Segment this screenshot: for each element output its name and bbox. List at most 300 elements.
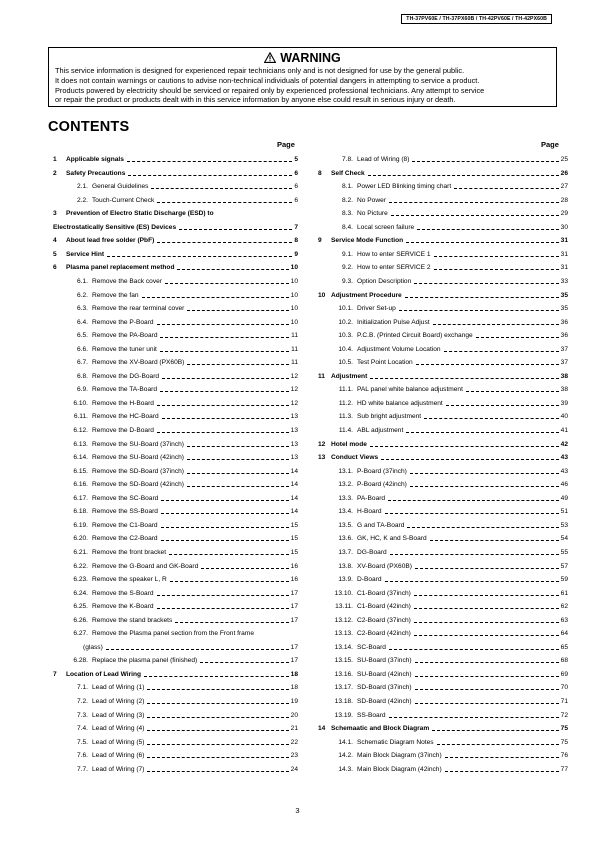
toc-entry-number: 8.2. <box>342 196 353 204</box>
toc-entry-title: Replace the plasma panel (finished) <box>92 657 198 665</box>
toc-entry-number: 14.3. <box>338 765 353 773</box>
toc-entry-number: 3 <box>53 210 57 218</box>
toc-entry-title: SD-Board (37inch) <box>357 684 412 692</box>
toc-leader-dots <box>147 771 288 772</box>
toc-entry-number: 4 <box>53 237 57 245</box>
toc-entry[interactable] <box>331 684 568 692</box>
warning-line: It does not contain warnings or cautions to advise non-technical individuals of potential dangers in attempting to service a product. <box>55 75 480 85</box>
toc-entry-page: 26 <box>560 169 568 177</box>
toc-entry[interactable] <box>66 373 298 381</box>
toc-leader-dots <box>160 351 289 352</box>
toc-entry-number: 6.21. <box>73 548 88 556</box>
toc-entry[interactable] <box>66 441 298 449</box>
toc-entry[interactable] <box>331 657 568 665</box>
toc-entry-page: 11 <box>291 345 298 353</box>
toc-entry-page: 61 <box>560 589 568 597</box>
toc-entry[interactable] <box>66 400 298 408</box>
toc-entry[interactable] <box>66 725 298 733</box>
toc-leader-dots <box>414 622 559 623</box>
toc-leader-dots <box>106 649 289 650</box>
toc-entry-page: 17 <box>290 657 298 665</box>
toc-leader-dots <box>157 324 289 325</box>
toc-entry-number: 13.13. <box>334 630 353 638</box>
toc-entry-number: 6.6. <box>77 345 88 353</box>
toc-leader-dots <box>432 730 558 731</box>
toc-leader-dots <box>385 513 559 514</box>
toc-entry-number: 13.18. <box>334 698 353 705</box>
toc-entry[interactable] <box>331 630 568 638</box>
toc-entry-number: 6.13. <box>73 440 88 448</box>
toc-entry[interactable] <box>318 170 568 178</box>
toc-entry-number: 6.16. <box>73 481 88 489</box>
toc-entry-title: Remove the fan <box>92 291 139 299</box>
toc-entry-number: 2.2. <box>77 196 88 204</box>
toc-entry-page: 31 <box>560 250 568 258</box>
warning-line: or repair the product or products dealt with in this service information by anyone else could result in serious injury or death. <box>55 95 456 105</box>
toc-entry[interactable] <box>331 698 568 706</box>
toc-entry[interactable] <box>331 278 568 286</box>
toc-leader-dots <box>161 540 289 541</box>
toc-entry-title: GK, HC, K and S-Board <box>357 535 427 543</box>
toc-leader-dots <box>368 175 559 176</box>
toc-entry-number: 8 <box>318 169 322 177</box>
toc-entry[interactable] <box>331 603 568 611</box>
toc-entry-number: 6.5. <box>77 332 88 340</box>
toc-entry-page: 36 <box>560 332 568 340</box>
toc-entry-title: Remove the D-Board <box>92 427 154 434</box>
toc-entry-page: 14 <box>290 494 298 502</box>
toc-entry-page: 11 <box>291 332 298 340</box>
toc-entry[interactable] <box>331 617 568 625</box>
toc-entry-title: P-Board (37inch) <box>357 467 407 475</box>
toc-entry[interactable] <box>331 549 568 557</box>
toc-entry[interactable] <box>331 346 568 354</box>
toc-entry-number: 10.1. <box>338 305 353 313</box>
toc-entry-number: 7.8. <box>342 156 353 163</box>
warning-line: Products powered by electricity should be serviced or repaired only by experienced professional technicians. Any attempt to service <box>55 85 485 95</box>
toc-entry-page: 29 <box>560 210 568 218</box>
toc-entry[interactable] <box>331 332 568 340</box>
toc-leader-dots <box>406 242 558 243</box>
toc-entry-page: 31 <box>560 237 568 245</box>
toc-entry-page: 18 <box>290 670 298 678</box>
toc-entry[interactable] <box>331 739 568 747</box>
toc-entry-page: 62 <box>560 603 568 611</box>
toc-entry-number: 6.20. <box>73 535 88 543</box>
toc-entry-number: 7.1. <box>77 684 88 692</box>
toc-entry[interactable] <box>66 359 298 367</box>
toc-entry-number: 12 <box>318 440 326 448</box>
toc-leader-dots <box>389 202 559 203</box>
toc-entry-title: Main Block Diagram (37inch) <box>357 752 442 760</box>
toc-entry-number: 11 <box>318 372 325 380</box>
toc-entry-page: 23 <box>290 752 298 760</box>
toc-leader-dots <box>107 256 292 257</box>
toc-leader-dots <box>169 554 289 555</box>
toc-entry-title: Electrostatically Sensitive (ES) Devices <box>53 223 177 231</box>
toc-entry-number: 6.2. <box>77 291 88 299</box>
page-number: 3 <box>295 806 300 815</box>
toc-leader-dots <box>389 649 559 650</box>
toc-entry-number: 13.19. <box>334 711 353 719</box>
toc-leader-dots <box>370 378 558 379</box>
toc-entry-page: 24 <box>290 765 298 773</box>
toc-entry-page: 39 <box>560 399 568 407</box>
toc-leader-dots <box>466 391 559 392</box>
toc-entry-title: Lead of Wiring (2) <box>92 698 145 705</box>
toc-entry[interactable] <box>66 508 298 516</box>
toc-entry-title: Remove the SS-Board <box>92 508 158 516</box>
toc-entry-page: 16 <box>290 576 298 584</box>
toc-entry-page: 11 <box>291 359 298 367</box>
toc-entry-number: 7.6. <box>77 752 88 760</box>
toc-leader-dots <box>415 568 559 569</box>
toc-entry-number: 6.14. <box>73 454 88 462</box>
toc-entry-page: 10 <box>290 318 298 326</box>
toc-entry-title: Driver Set-up <box>357 305 396 313</box>
toc-entry[interactable] <box>66 183 298 191</box>
toc-entry-number: 6.23. <box>73 576 88 584</box>
toc-entry-title: Remove the C1-Board <box>92 521 158 529</box>
toc-entry[interactable] <box>53 237 298 245</box>
toc-leader-dots <box>157 405 289 406</box>
toc-entry-title: Remove the SD-Board (37inch) <box>92 467 184 475</box>
toc-entry-number: 11.4. <box>338 427 353 434</box>
toc-entry-title: Lead of Wiring (4) <box>92 725 145 733</box>
warning-title <box>49 51 556 66</box>
toc-entry[interactable] <box>53 671 298 679</box>
toc-entry[interactable] <box>53 251 298 259</box>
toc-entry-number: 6 <box>53 264 57 272</box>
toc-entry-number: 6.22. <box>73 562 88 570</box>
toc-entry-title: H-Board <box>357 508 382 516</box>
toc-entry-number: 8.3. <box>342 210 353 218</box>
toc-leader-dots <box>405 297 559 298</box>
toc-leader-dots <box>187 459 289 460</box>
toc-entry-title: Remove the SU-Board (37inch) <box>92 440 184 448</box>
toc-entry[interactable] <box>318 373 568 381</box>
toc-entry-number: 13.16. <box>334 670 353 678</box>
toc-entry[interactable] <box>331 508 568 516</box>
toc-leader-dots <box>410 486 559 487</box>
toc-entry[interactable] <box>331 251 568 259</box>
toc-leader-dots <box>390 554 559 555</box>
toc-leader-dots <box>388 500 559 501</box>
toc-leader-dots <box>157 608 289 609</box>
toc-entry-page: 6 <box>294 183 298 191</box>
toc-entry[interactable] <box>66 617 298 625</box>
toc-leader-dots <box>187 486 289 487</box>
toc-entry-title: P.C.B. (Printed Circuit Board) exchange <box>357 332 473 340</box>
toc-entry-page: 18 <box>290 684 298 692</box>
toc-entry-page: 5 <box>294 156 298 163</box>
toc-leader-dots <box>160 391 289 392</box>
toc-entry[interactable] <box>331 522 568 530</box>
toc-entry-number: 10 <box>318 291 326 299</box>
toc-entry-number: 7.3. <box>77 711 88 719</box>
toc-entry[interactable] <box>318 292 568 300</box>
toc-entry[interactable] <box>66 603 298 611</box>
toc-leader-dots <box>161 500 288 501</box>
toc-leader-dots <box>187 364 289 365</box>
toc-entry-number: 13.10. <box>334 589 353 597</box>
toc-entry-page: 15 <box>290 521 298 529</box>
toc-leader-dots <box>175 622 288 623</box>
toc-entry[interactable] <box>331 413 568 421</box>
toc-leader-dots <box>399 310 559 311</box>
toc-entry[interactable] <box>53 170 298 178</box>
toc-entry[interactable] <box>331 183 568 191</box>
toc-entry[interactable] <box>66 481 298 489</box>
toc-entry[interactable] <box>331 197 568 205</box>
toc-entry-title: Main Block Diagram (42inch) <box>357 765 442 773</box>
toc-entry[interactable] <box>66 766 298 774</box>
toc-entry[interactable] <box>331 427 568 435</box>
toc-entry[interactable] <box>331 671 568 679</box>
toc-entry[interactable] <box>66 522 298 530</box>
toc-entry-page: 14 <box>290 508 298 516</box>
toc-leader-dots <box>147 689 288 690</box>
toc-entry[interactable] <box>53 156 298 164</box>
toc-entry[interactable] <box>66 576 298 584</box>
toc-entry-title: Remove the P-Board <box>92 318 154 326</box>
toc-entry[interactable] <box>66 332 298 340</box>
toc-entry-title: No Picture <box>357 210 388 218</box>
toc-entry-page: 42 <box>560 440 568 448</box>
toc-entry-page: 7 <box>294 223 298 231</box>
toc-entry-title: Remove the Plasma panel section from the Front frame <box>92 630 254 638</box>
toc-entry-page: 65 <box>560 643 568 651</box>
toc-entry-number: 6.19. <box>73 521 88 529</box>
toc-entry[interactable] <box>66 590 298 598</box>
toc-entry[interactable] <box>66 346 298 354</box>
toc-entry-number: 7.5. <box>77 738 88 746</box>
toc-entry-number: 13.1. <box>338 467 353 475</box>
toc-entry-page: 35 <box>560 305 568 313</box>
toc-entry-title: SD-Board (42inch) <box>357 698 412 705</box>
toc-entry-page: 27 <box>560 183 568 191</box>
toc-leader-dots <box>391 215 559 216</box>
toc-entry[interactable] <box>331 305 568 313</box>
toc-entry[interactable] <box>331 495 568 503</box>
toc-entry[interactable] <box>66 752 298 760</box>
toc-entry-page: 10 <box>290 305 298 313</box>
toc-entry-page: 49 <box>560 494 568 502</box>
toc-entry-page: 41 <box>560 427 568 434</box>
toc-entry-title: Plasma panel replacement method <box>66 264 175 272</box>
toc-entry-page: 77 <box>560 765 568 773</box>
toc-entry-number: 13.3. <box>338 494 353 502</box>
toc-entry[interactable] <box>331 319 568 327</box>
toc-entry[interactable] <box>66 427 298 435</box>
toc-entry[interactable] <box>66 739 298 747</box>
toc-entry-page: 31 <box>560 264 568 272</box>
toc-entry-page: 17 <box>290 603 298 611</box>
toc-entry-title: Self Check <box>331 169 365 177</box>
toc-entry-title: Lead of Wiring (6) <box>92 752 145 760</box>
toc-entry[interactable] <box>331 264 568 272</box>
toc-entry-page: 12 <box>290 386 298 394</box>
toc-entry[interactable] <box>331 359 568 367</box>
warning-triangle-icon <box>264 52 276 66</box>
toc-entry[interactable] <box>66 292 298 300</box>
toc-entry-number: 6.15. <box>73 467 88 475</box>
toc-leader-dots <box>412 161 558 162</box>
toc-entry[interactable] <box>66 413 298 421</box>
toc-entry[interactable] <box>318 237 568 245</box>
warning-line: This service information is designed for experienced repair technicians only and is not designed for use by the general public. <box>55 66 465 75</box>
toc-entry-number: 2.1. <box>77 183 88 191</box>
toc-leader-dots <box>187 473 289 474</box>
toc-leader-dots <box>414 608 559 609</box>
toc-entry[interactable] <box>331 752 568 760</box>
toc-entry-number: 9.3. <box>342 277 353 285</box>
toc-entry[interactable] <box>66 535 298 543</box>
toc-entry-title: Remove the C2-Board <box>92 535 158 543</box>
toc-entry-title: Remove the G-Board and GK-Board <box>92 562 199 570</box>
toc-entry[interactable] <box>331 468 568 476</box>
toc-entry-page: 10 <box>290 291 298 299</box>
toc-leader-dots <box>127 161 292 162</box>
toc-entry[interactable] <box>66 684 298 692</box>
toc-entry-page: 21 <box>290 725 298 733</box>
toc-entry[interactable] <box>66 563 298 571</box>
toc-entry-title: Schemaatic and Block Diagram <box>331 725 430 733</box>
toc-entry-title: Remove the XV-Board (PX60B) <box>92 359 185 367</box>
toc-entry[interactable] <box>318 441 568 449</box>
toc-entry-number: 10.3. <box>338 332 353 340</box>
toc-entry-number: 13.7. <box>338 548 353 556</box>
toc-leader-dots <box>415 689 559 690</box>
toc-entry-page: 25 <box>560 156 568 163</box>
toc-entry-title: Remove the HC-Board <box>92 413 159 421</box>
toc-entry[interactable] <box>331 590 568 598</box>
toc-entry-page: 9 <box>294 250 298 258</box>
toc-entry[interactable] <box>331 576 568 584</box>
toc-entry-title: Remove the S-Board <box>92 589 154 597</box>
toc-entry-page: 59 <box>560 576 568 584</box>
toc-entry[interactable] <box>66 197 298 205</box>
toc-entry[interactable] <box>66 468 298 476</box>
toc-entry-title: Test Point Location <box>357 359 413 367</box>
toc-entry[interactable] <box>83 644 298 652</box>
toc-leader-dots <box>434 256 559 257</box>
toc-entry[interactable] <box>66 630 298 638</box>
toc-entry-title: Remove the PA-Board <box>92 332 158 340</box>
toc-leader-dots <box>201 568 288 569</box>
toc-entry[interactable] <box>331 224 568 232</box>
toc-entry[interactable] <box>66 305 298 313</box>
toc-entry-title: ABL adjustment <box>357 427 404 434</box>
toc-leader-dots <box>147 717 288 718</box>
toc-entry[interactable] <box>53 224 298 232</box>
toc-entry-number: 7 <box>53 670 57 678</box>
toc-entry[interactable] <box>331 156 568 164</box>
toc-entry[interactable] <box>53 210 298 218</box>
toc-entry-title: Option Description <box>357 277 412 285</box>
toc-entry[interactable] <box>66 657 298 665</box>
toc-entry[interactable] <box>331 535 568 543</box>
toc-entry[interactable] <box>66 386 298 394</box>
toc-entry[interactable] <box>66 698 298 706</box>
toc-entry-title: Remove the front bracket <box>92 548 167 556</box>
toc-entry[interactable] <box>318 454 568 462</box>
toc-entry-page: 54 <box>560 535 568 543</box>
toc-entry[interactable] <box>331 386 568 394</box>
toc-entry-title: Safety Precautions <box>66 169 126 177</box>
toc-entry[interactable] <box>66 319 298 327</box>
toc-entry-number: 10.2. <box>338 318 353 326</box>
toc-entry[interactable] <box>331 481 568 489</box>
toc-entry-title: Lead of Wiring (1) <box>92 684 145 692</box>
toc-entry[interactable] <box>331 644 568 652</box>
toc-entry-title: SU-Board (42inch) <box>357 670 412 678</box>
toc-entry-page: 69 <box>560 670 568 678</box>
toc-leader-dots <box>157 202 292 203</box>
toc-entry-title: Lead of Wiring (7) <box>92 765 145 773</box>
toc-leader-dots <box>128 175 292 176</box>
toc-entry[interactable] <box>66 454 298 462</box>
toc-entry-page: 68 <box>560 657 568 665</box>
toc-leader-dots <box>415 703 559 704</box>
toc-leader-dots <box>187 310 288 311</box>
toc-leader-dots <box>417 229 558 230</box>
toc-entry[interactable] <box>66 712 298 720</box>
toc-entry[interactable] <box>66 549 298 557</box>
toc-entry[interactable] <box>53 264 298 272</box>
toc-leader-dots <box>433 324 559 325</box>
toc-leader-dots <box>406 432 558 433</box>
toc-entry-number: 13.2. <box>338 481 353 489</box>
toc-entry-number: 13.6. <box>338 535 353 543</box>
toc-entry-title: Applicable signals <box>66 156 124 163</box>
toc-leader-dots <box>162 418 289 419</box>
toc-entry[interactable] <box>66 278 298 286</box>
toc-entry-title: Remove the TA-Board <box>92 386 157 394</box>
toc-entry[interactable] <box>331 766 568 774</box>
toc-entry-page: 14 <box>290 467 298 475</box>
toc-entry[interactable] <box>331 563 568 571</box>
toc-entry-page: 71 <box>560 698 568 705</box>
toc-entry-title: How to enter SERVICE 2 <box>357 264 431 272</box>
toc-entry-number: 11.2. <box>338 399 353 407</box>
toc-leader-dots <box>161 513 289 514</box>
toc-entry-title: General Guidelines <box>92 183 149 191</box>
toc-entry-number: 6.18. <box>73 508 88 516</box>
toc-entry-page: 28 <box>560 196 568 204</box>
toc-entry-title: C2-Board (42inch) <box>357 630 411 638</box>
toc-entry-number: 2 <box>53 169 57 177</box>
toc-entry[interactable] <box>318 725 568 733</box>
toc-leader-dots <box>165 283 289 284</box>
toc-entry-number: 8.4. <box>342 223 353 231</box>
toc-entry-title: No Power <box>357 196 386 204</box>
toc-entry[interactable] <box>331 210 568 218</box>
toc-leader-dots <box>415 676 559 677</box>
toc-leader-dots <box>161 527 289 528</box>
toc-leader-dots <box>414 635 559 636</box>
toc-entry[interactable] <box>331 400 568 408</box>
toc-entry-title: XV-Board (PX60B) <box>357 562 412 570</box>
toc-entry[interactable] <box>331 712 568 720</box>
toc-entry[interactable] <box>66 495 298 503</box>
toc-leader-dots <box>385 581 559 582</box>
toc-entry-number: 13.11. <box>335 603 353 611</box>
toc-entry-number: 10.4. <box>338 345 353 353</box>
toc-leader-dots <box>410 473 559 474</box>
toc-entry-title: Prevention of Electro Static Discharge (ESD) to <box>66 210 214 218</box>
toc-leader-dots <box>389 717 559 718</box>
